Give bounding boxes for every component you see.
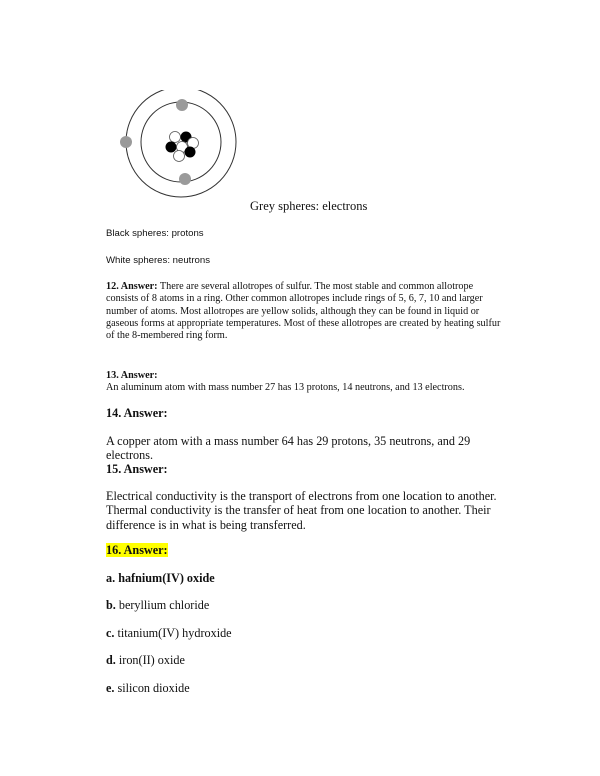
- answer-13: [106, 370, 506, 395]
- electron: [176, 99, 188, 111]
- answer-15-text: Electrical conductivity is the transport of electrons from one location to another. Thermal conductivity is the transfer of heat from one location to another. Their difference is in what is being transferred.: [106, 489, 497, 532]
- proton: [185, 147, 196, 158]
- answer-14-label: 14. Answer:: [106, 406, 168, 420]
- electron: [179, 173, 191, 185]
- figure-caption: Grey spheres: electrons: [250, 199, 368, 213]
- answer-16-label: 16. Answer:: [106, 543, 168, 557]
- answer-12: [106, 281, 506, 342]
- answer-14-text: A copper atom with a mass number 64 has 29 protons, 35 neutrons, and 29 electrons.: [106, 434, 471, 463]
- electron: [120, 136, 132, 148]
- proton: [166, 142, 177, 153]
- list-item: b. beryllium chloride: [106, 598, 210, 612]
- list-item: e. silicon dioxide: [106, 681, 190, 695]
- neutron: [170, 132, 181, 143]
- neutron: [174, 151, 185, 162]
- atom-diagram: [113, 90, 241, 198]
- answer-15-label: 15. Answer:: [106, 462, 168, 476]
- answer-12-label: 12. Answer:: [106, 281, 158, 292]
- list-item: a. hafnium(IV) oxide: [106, 571, 215, 585]
- answer-13-text: An aluminum atom with mass number 27 has 13 protons, 14 neutrons, and 13 electrons.: [106, 382, 465, 394]
- legend-protons: Black spheres: protons: [106, 228, 204, 239]
- legend-neutrons: White spheres: neutrons: [106, 255, 210, 266]
- answer-12-text: There are several allotropes of sulfur. The most stable and common allotrope consists of 8 atoms in a ring. Other common allotropes include rings of 5, 6, 7, 10 and larger number of atoms. Most allotropes are yellow solids, although they can be found in liquid or gaseous forms at appropriate temperatures. Most of these allotropes are created by heating sulfur of the 8-membered ring form.: [106, 281, 501, 342]
- list-item: d. iron(II) oxide: [106, 653, 185, 667]
- list-item: c. titanium(IV) hydroxide: [106, 626, 232, 640]
- answer-13-label: 13. Answer:: [106, 370, 158, 381]
